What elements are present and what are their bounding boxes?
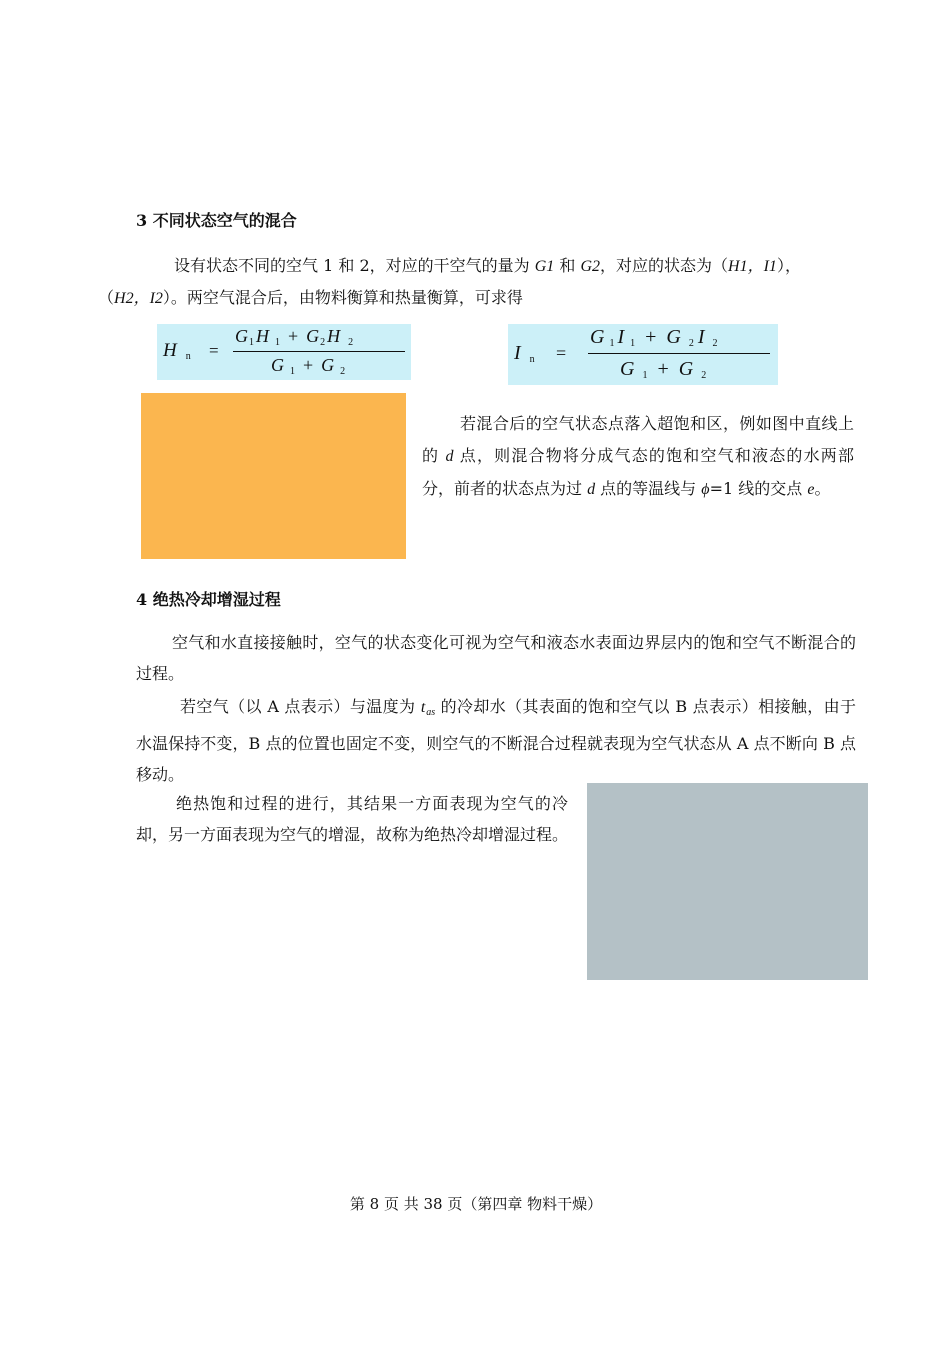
section-4-paragraph-2	[136, 691, 856, 790]
text-run: 若空气（以 A 点表示）与温度为	[180, 697, 421, 716]
formula-lhs: H $_n$	[163, 340, 191, 362]
section-4-heading: 4 绝热冷却增湿过程	[136, 590, 281, 609]
formula-equals: =	[556, 343, 567, 363]
var-phi: ϕ	[701, 481, 710, 498]
fraction-bar	[588, 353, 770, 354]
formula-denominator: G $_1$ + G $_2$	[271, 355, 346, 377]
text-run: 和	[554, 256, 581, 275]
adiabatic-process-figure	[587, 783, 868, 980]
mixing-diagram-figure	[141, 393, 406, 559]
var-h2-i2: H2，I2	[114, 290, 163, 307]
var-d: d	[445, 448, 454, 465]
formula-i-mixing	[508, 324, 778, 385]
var-g1: G1	[534, 258, 555, 275]
text-run: 点，则混合物将分成气态的饱和空气和液态的水两部分，前者的状态点为过	[422, 446, 854, 498]
var-e: e	[807, 481, 815, 498]
text-run: ）。两空气混合后，由物料衡算和热量衡算，可求得	[162, 288, 523, 307]
text-run: ），	[776, 256, 801, 275]
section-4-paragraph-3: 绝热饱和过程的进行，其结果一方面表现为空气的冷却，另一方面表现为空气的增湿，故称为绝热冷却增湿过程。	[136, 794, 569, 844]
var-t-as: $t_{as}$	[420, 699, 436, 718]
text-run: ，对应的状态为（	[600, 256, 729, 275]
text-run: 的冷却水（其表面的饱和空气以 B 点表示）相接触，由于水温保持不变，B 点的位置也固定不变，则空气的不断混合过程就表现为空气状态从 A 点不断向 B 点移动。	[136, 697, 856, 784]
var-g2: G2	[580, 258, 601, 275]
section-3-heading: 3 不同状态空气的混合	[136, 211, 297, 230]
formula-denominator: G $_1$ + G $_2$	[620, 358, 707, 381]
fraction-bar	[233, 351, 405, 352]
formula-numerator: G $_1$ I $_1$ + G $_2$ I $_2$	[590, 326, 718, 349]
text-run: 若混合后的空气状态点落入超饱和区，例如图中直线上的	[422, 414, 854, 465]
section-3-paragraph-2	[422, 408, 854, 506]
formula-equals: =	[209, 341, 219, 360]
text-run: 设有状态不同的空气 1 和 2，对应的干空气的量为	[174, 256, 535, 275]
formula-lhs: I $_n$	[514, 342, 535, 365]
text-run: 点的等温线与	[595, 479, 702, 498]
var-h1-i1: H1，I1	[728, 258, 777, 275]
section-4-paragraph-1: 空气和水直接接触时，空气的状态变化可视为空气和液态水表面边界层内的饱和空气不断混合的过程。	[136, 633, 856, 683]
var-d: d	[587, 481, 596, 498]
page-footer: 第 8 页 共 38 页（第四章 物料干燥）	[349, 1195, 603, 1213]
formula-h-mixing	[157, 324, 411, 380]
text-run: =1 线的交点	[709, 479, 808, 498]
text-run: 。	[814, 479, 831, 498]
text-run: （	[98, 288, 115, 307]
section-3-paragraph-1	[98, 250, 856, 314]
formula-numerator: $G_1$ H $_1 + G_2$ H $_2$	[235, 326, 354, 348]
